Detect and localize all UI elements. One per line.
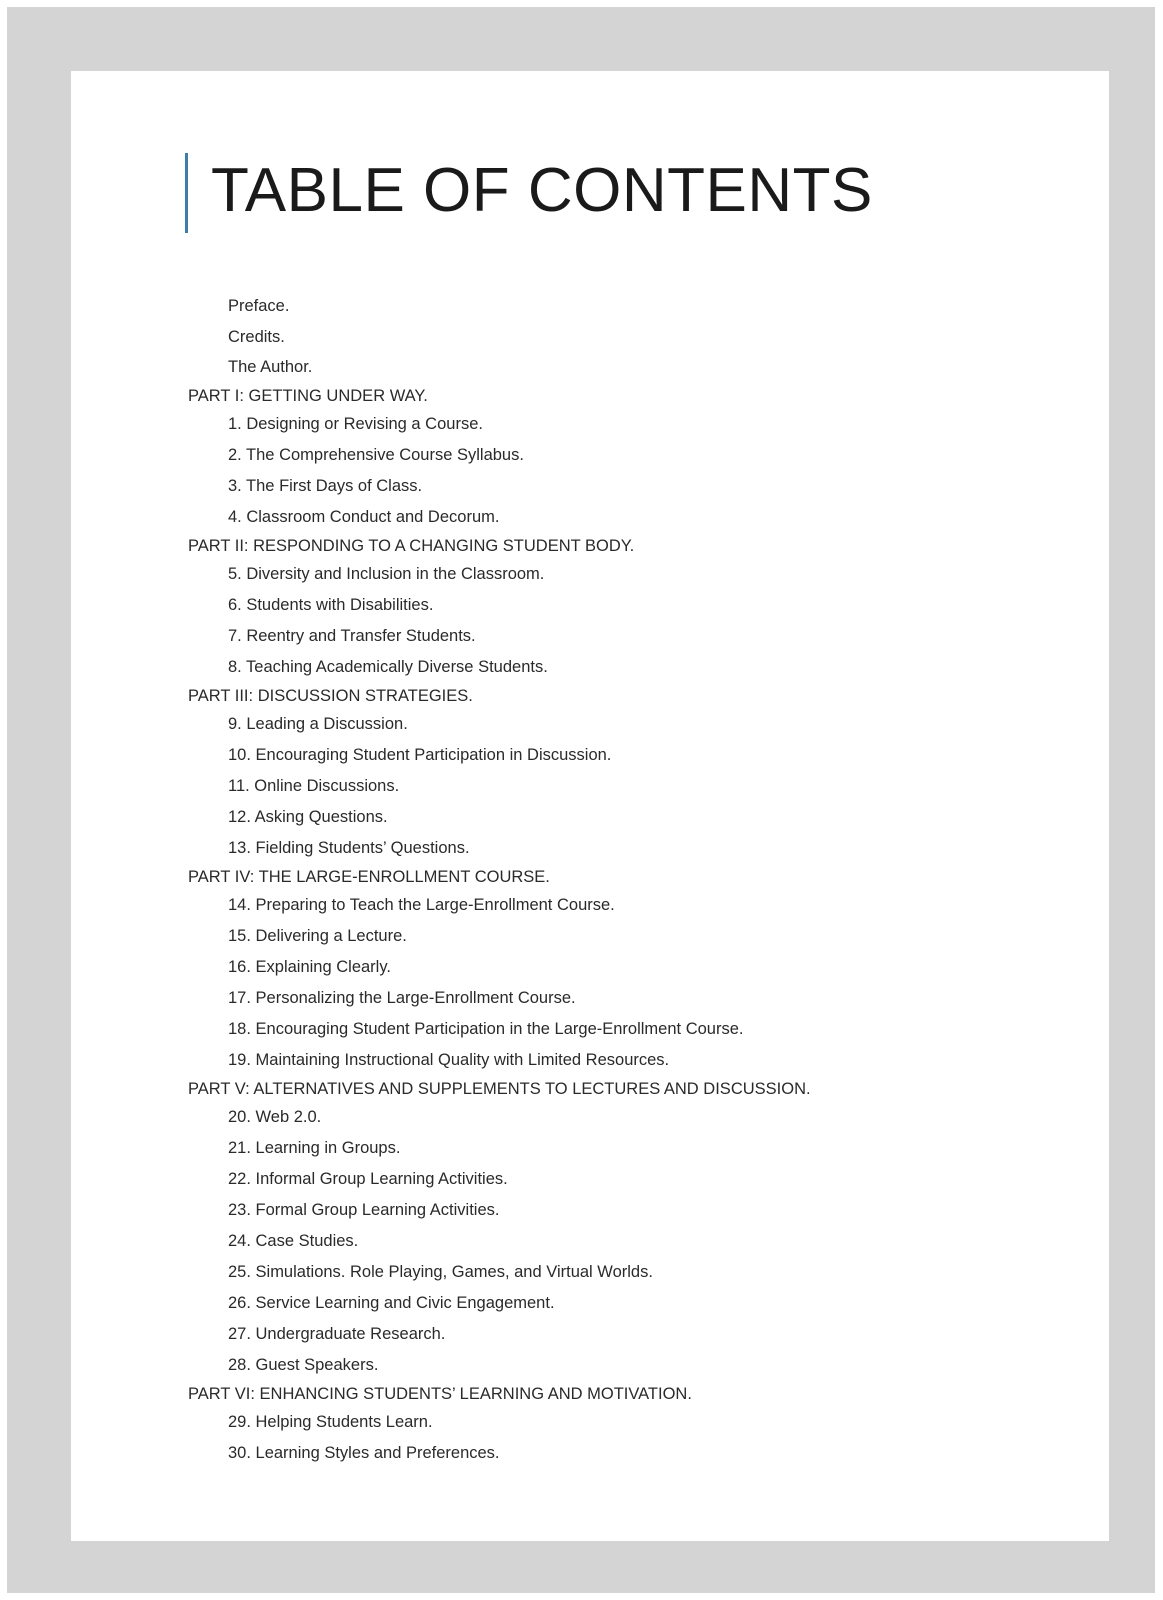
toc-entry-chapter: 25. Simulations. Role Playing, Games, and Virtual Worlds.: [228, 1262, 653, 1281]
toc-entry-chapter: 24. Case Studies.: [228, 1231, 359, 1250]
toc-entry-chapter: 12. Asking Questions.: [228, 807, 388, 826]
toc-entry-front: The Author.: [228, 358, 313, 376]
toc-entry-chapter: 5. Diversity and Inclusion in the Classroom.: [228, 564, 545, 583]
toc-entry-chapter: 30. Learning Styles and Preferences.: [228, 1443, 500, 1462]
toc-entry-chapter: 4. Classroom Conduct and Decorum.: [228, 507, 500, 526]
toc-entry-part: PART VI: ENHANCING STUDENTS’ LEARNING AND MOTIVATION.: [188, 1384, 692, 1403]
toc-entry-chapter: 26. Service Learning and Civic Engagement.: [228, 1293, 555, 1312]
toc-entry-chapter: 28. Guest Speakers.: [228, 1355, 379, 1374]
toc-entry-chapter: 27. Undergraduate Research.: [228, 1324, 446, 1343]
toc-entry-chapter: 2. The Comprehensive Course Syllabus.: [228, 445, 524, 464]
toc-entry-chapter: 22. Informal Group Learning Activities.: [228, 1169, 508, 1188]
toc-entry-front: Preface.: [228, 297, 290, 315]
document-page: [71, 71, 1109, 1541]
page-title: TABLE OF CONTENTS: [211, 156, 873, 225]
toc-entry-chapter: 13. Fielding Students’ Questions.: [228, 838, 470, 857]
page-frame: [7, 7, 1155, 1593]
toc-entry-chapter: 3. The First Days of Class.: [228, 476, 423, 495]
toc-entry-chapter: 19. Maintaining Instructional Quality with Limited Resources.: [228, 1050, 670, 1069]
toc-entry-chapter: 29. Helping Students Learn.: [228, 1412, 433, 1431]
toc-entry-part: PART I: GETTING UNDER WAY.: [188, 386, 428, 405]
toc-entry-chapter: 10. Encouraging Student Participation in Discussion.: [228, 745, 612, 764]
toc-entry-chapter: 1. Designing or Revising a Course.: [228, 414, 483, 433]
toc-entry-chapter: 9. Leading a Discussion.: [228, 714, 408, 733]
toc-entry-chapter: 21. Learning in Groups.: [228, 1138, 401, 1157]
toc-entry-chapter: 14. Preparing to Teach the Large-Enrollment Course.: [228, 895, 615, 914]
toc-entry-chapter: 7. Reentry and Transfer Students.: [228, 626, 476, 645]
table-of-contents-list: [188, 291, 1068, 1469]
toc-entry-chapter: 15. Delivering a Lecture.: [228, 926, 407, 945]
toc-entry-chapter: 17. Personalizing the Large-Enrollment Course.: [228, 988, 576, 1007]
toc-entry-part: PART IV: THE LARGE-ENROLLMENT COURSE.: [188, 867, 550, 886]
toc-entry-chapter: 23. Formal Group Learning Activities.: [228, 1200, 500, 1219]
toc-entry-chapter: 16. Explaining Clearly.: [228, 957, 391, 976]
toc-entry-chapter: 8. Teaching Academically Diverse Students.: [228, 657, 548, 676]
title-accent-bar: [185, 153, 188, 233]
toc-entry-part: PART III: DISCUSSION STRATEGIES.: [188, 686, 473, 705]
toc-entry-chapter: 20. Web 2.0.: [228, 1107, 322, 1126]
toc-entry-chapter: 11. Online Discussions.: [228, 776, 400, 795]
toc-entry-chapter: 6. Students with Disabilities.: [228, 595, 434, 614]
toc-entry-part: PART II: RESPONDING TO A CHANGING STUDENT BODY.: [188, 536, 635, 555]
toc-entry-part: PART V: ALTERNATIVES AND SUPPLEMENTS TO LECTURES AND DISCUSSION.: [188, 1079, 811, 1098]
toc-entry-chapter: 18. Encouraging Student Participation in the Large-Enrollment Course.: [228, 1019, 744, 1038]
toc-entry-front: Credits.: [228, 327, 285, 346]
